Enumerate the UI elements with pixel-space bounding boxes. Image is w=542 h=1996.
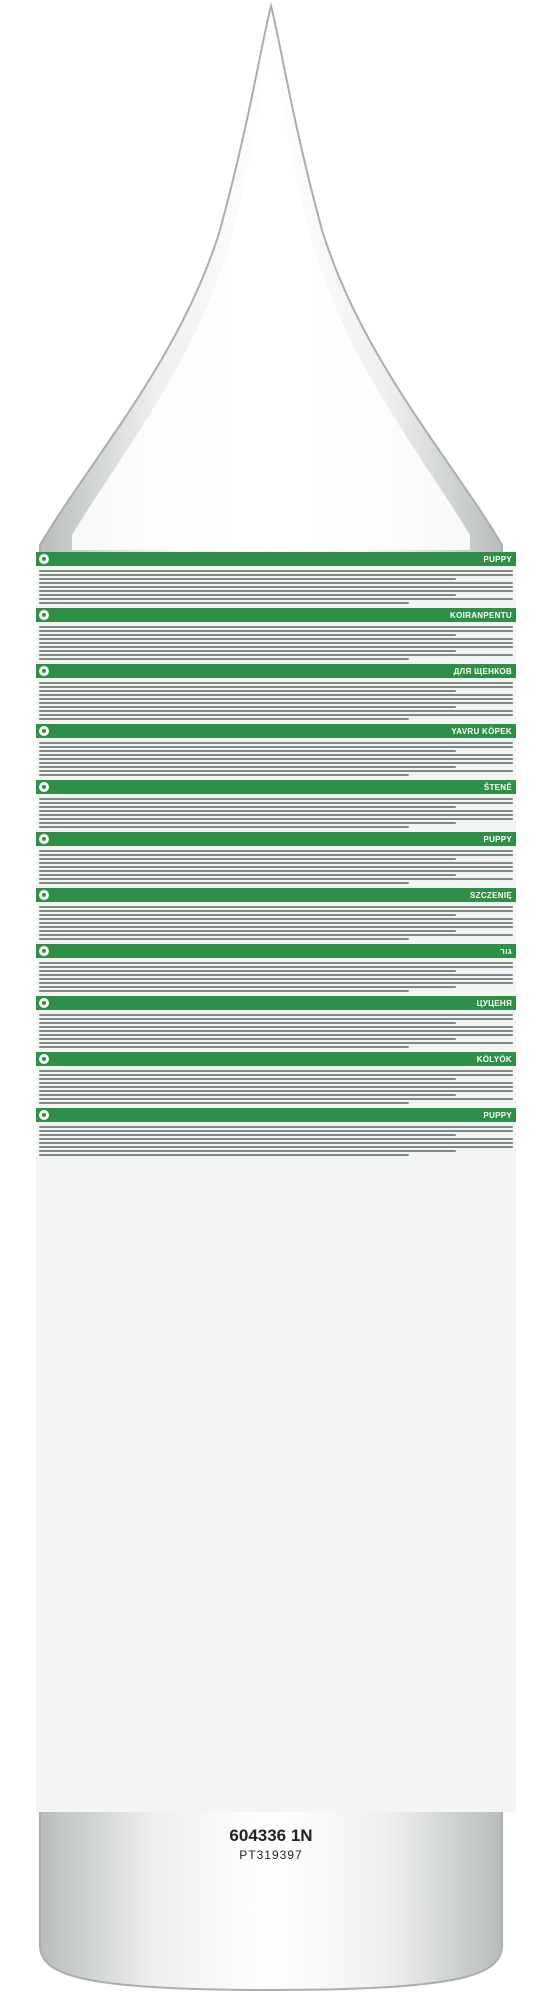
text-line <box>39 858 456 860</box>
text-line <box>39 710 513 712</box>
text-line <box>39 1126 513 1128</box>
text-line <box>39 1046 409 1048</box>
text-line <box>39 750 456 752</box>
text-line <box>39 694 513 696</box>
circle-bullet-icon <box>39 1054 49 1064</box>
text-line <box>39 1026 513 1028</box>
text-line <box>39 598 513 600</box>
section-header <box>36 552 516 566</box>
text-line <box>39 578 456 580</box>
text-line <box>39 1074 513 1076</box>
text-line <box>39 1086 513 1088</box>
text-line <box>39 594 456 596</box>
text-line <box>39 878 513 880</box>
text-line <box>39 990 409 992</box>
text-line <box>39 714 513 716</box>
body-text-block <box>36 738 516 776</box>
circle-bullet-icon <box>39 782 49 792</box>
section-header <box>36 888 516 902</box>
text-line <box>39 1082 513 1084</box>
language-label: PUPPY <box>483 1110 512 1120</box>
circle-bullet-icon <box>39 834 49 844</box>
circle-bullet-icon <box>39 946 49 956</box>
text-line <box>39 882 409 884</box>
language-label: גור <box>500 946 512 956</box>
text-line <box>39 814 513 816</box>
section-header <box>36 944 516 958</box>
text-line <box>39 650 456 652</box>
language-section <box>36 996 516 1048</box>
text-line <box>39 1098 513 1100</box>
language-section <box>36 832 516 884</box>
text-line <box>39 682 513 684</box>
language-label: KÖLYÖK <box>476 1054 512 1064</box>
language-label: ДЛЯ ЩЕНКОВ <box>453 666 512 676</box>
language-label: PUPPY <box>483 834 512 844</box>
language-section <box>36 724 516 776</box>
text-line <box>39 658 409 660</box>
text-line <box>39 1134 456 1136</box>
language-label: KOIRANPENTU <box>450 610 512 620</box>
text-line <box>39 978 513 980</box>
section-header <box>36 832 516 846</box>
text-line <box>39 918 513 920</box>
text-line <box>39 1146 513 1148</box>
text-line <box>39 866 513 868</box>
text-line <box>39 770 513 772</box>
text-line <box>39 1042 513 1044</box>
text-line <box>39 646 513 648</box>
text-line <box>39 934 513 936</box>
language-section <box>36 780 516 828</box>
text-line <box>39 754 513 756</box>
body-text-block <box>36 1010 516 1048</box>
text-line <box>39 970 456 972</box>
text-line <box>39 914 456 916</box>
text-line <box>39 626 513 628</box>
text-line <box>39 1094 456 1096</box>
text-line <box>39 974 513 976</box>
text-line <box>39 634 456 636</box>
section-header <box>36 724 516 738</box>
language-label: ЦУЦЕНЯ <box>476 998 512 1008</box>
text-line <box>39 818 513 820</box>
language-section <box>36 944 516 992</box>
text-line <box>39 1130 513 1132</box>
text-line <box>39 1018 513 1020</box>
text-line <box>39 746 513 748</box>
section-header <box>36 1052 516 1066</box>
language-label: PUPPY <box>483 554 512 564</box>
text-line <box>39 586 513 588</box>
text-line <box>39 1022 456 1024</box>
language-section <box>36 888 516 940</box>
text-line <box>39 638 513 640</box>
batch-code: PT319397 <box>239 1848 303 1862</box>
section-header <box>36 1108 516 1122</box>
language-section <box>36 1108 516 1156</box>
language-label: YAVRU KÖPEK <box>451 726 512 736</box>
body-text-block <box>36 846 516 884</box>
body-text-block <box>36 622 516 660</box>
language-label: SZCZENIĘ <box>470 890 512 900</box>
language-label: ŠTENĚ <box>483 782 512 792</box>
text-line <box>39 1150 456 1152</box>
text-line <box>39 686 513 688</box>
text-line <box>39 718 409 720</box>
body-text-block <box>36 958 516 992</box>
text-line <box>39 810 513 812</box>
text-line <box>39 1014 513 1016</box>
text-line <box>39 702 513 704</box>
text-line <box>39 762 513 764</box>
text-line <box>39 870 513 872</box>
text-line <box>39 1034 513 1036</box>
text-line <box>39 590 513 592</box>
text-line <box>39 982 513 984</box>
text-line <box>39 706 456 708</box>
product-code: 604336 1N <box>229 1826 313 1845</box>
language-section <box>36 552 516 604</box>
circle-bullet-icon <box>39 998 49 1008</box>
language-section <box>36 608 516 660</box>
text-line <box>39 690 456 692</box>
body-text-block <box>36 678 516 720</box>
text-line <box>39 798 513 800</box>
body-text-block <box>36 902 516 940</box>
body-text-block <box>36 1122 516 1156</box>
text-line <box>39 826 409 828</box>
text-line <box>39 602 409 604</box>
text-line <box>39 862 513 864</box>
section-header <box>36 608 516 622</box>
text-line <box>39 570 513 572</box>
text-line <box>39 1154 409 1156</box>
text-line <box>39 758 513 760</box>
text-line <box>39 574 513 576</box>
text-line <box>39 966 513 968</box>
text-line <box>39 854 513 856</box>
text-line <box>39 822 456 824</box>
text-line <box>39 630 513 632</box>
section-header <box>36 664 516 678</box>
text-line <box>39 930 456 932</box>
text-line <box>39 874 456 876</box>
text-line <box>39 1038 456 1040</box>
text-line <box>39 986 456 988</box>
circle-bullet-icon <box>39 554 49 564</box>
text-line <box>39 906 513 908</box>
text-line <box>39 1102 409 1104</box>
body-text-block <box>36 1066 516 1104</box>
text-line <box>39 910 513 912</box>
text-line <box>39 850 513 852</box>
text-line <box>39 1078 456 1080</box>
multilingual-text-panel <box>36 552 516 1812</box>
text-line <box>39 1142 513 1144</box>
circle-bullet-icon <box>39 726 49 736</box>
text-line <box>39 1030 513 1032</box>
body-text-block <box>36 794 516 828</box>
text-line <box>39 742 513 744</box>
text-line <box>39 774 409 776</box>
text-line <box>39 926 513 928</box>
text-line <box>39 766 456 768</box>
text-line <box>39 1070 513 1072</box>
section-header <box>36 780 516 794</box>
language-section <box>36 1052 516 1104</box>
text-line <box>39 1138 513 1140</box>
text-line <box>39 802 513 804</box>
body-text-block <box>36 566 516 604</box>
circle-bullet-icon <box>39 1110 49 1120</box>
text-line <box>39 1090 513 1092</box>
text-line <box>39 922 513 924</box>
text-line <box>39 962 513 964</box>
circle-bullet-icon <box>39 666 49 676</box>
text-line <box>39 642 513 644</box>
language-section <box>36 664 516 720</box>
text-line <box>39 806 456 808</box>
text-line <box>39 654 513 656</box>
text-line <box>39 698 513 700</box>
circle-bullet-icon <box>39 890 49 900</box>
circle-bullet-icon <box>39 610 49 620</box>
text-line <box>39 582 513 584</box>
text-line <box>39 938 409 940</box>
section-header <box>36 996 516 1010</box>
